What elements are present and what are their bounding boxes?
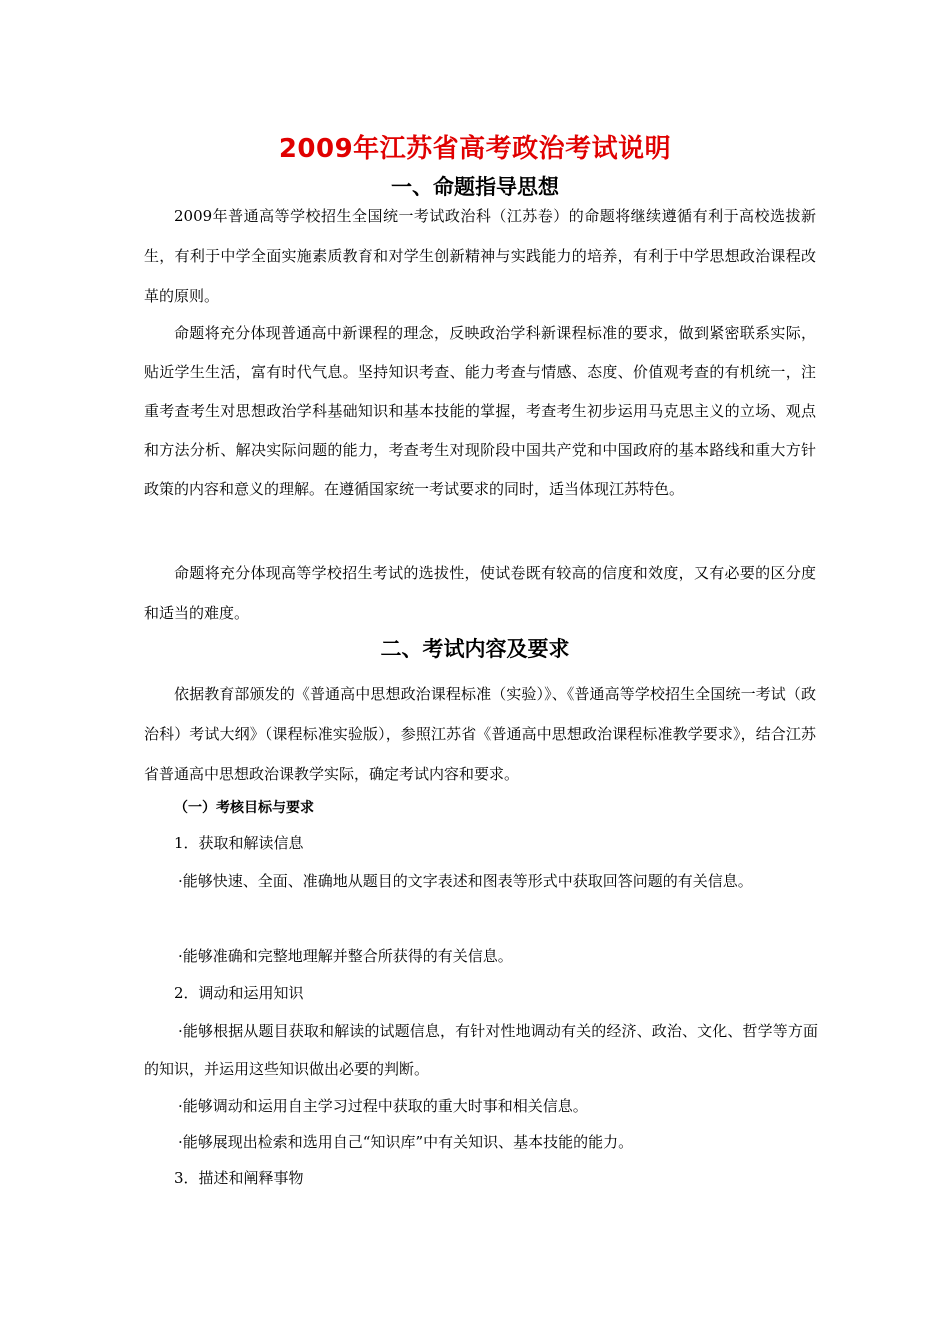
section2-paragraph-1: 依据教育部颁发的《普通高中思想政治课程标准（实验）》、《普通高等学校招生全国统一考试（政治科）考试大纲》（课程标准实验版），参照江苏省《普通高中思想政治课程标准教学要求》，结合江苏省普通高中思想政治课教学实际，确定考试内容和要求。 — [144, 685, 816, 783]
section2-sub-heading: （一）考核目标与要求 — [174, 800, 314, 816]
item2-bullet-2: ·能够调动和运用自主学习过程中获取的重大时事和相关信息。 — [178, 1097, 588, 1115]
item2-bullet-1: ·能够根据从题目获取和解读的试题信息，有针对性地调动有关的经济、政治、文化、哲学等方面的知识，并运用这些知识做出必要的判断。 — [144, 1022, 818, 1078]
item1-bullet-1: ·能够快速、全面、准确地从题目的文字表述和图表等形式中获取回答问题的有关信息。 — [178, 872, 753, 890]
item2-title: 2．调动和运用知识 — [174, 984, 304, 1002]
item2-bullet-3: ·能够展现出检索和选用自己“知识库”中有关知识、基本技能的能力。 — [178, 1133, 634, 1151]
item1-bullet-2: ·能够准确和完整地理解并整合所获得的有关信息。 — [178, 947, 513, 965]
section1-paragraph-2: 命题将充分体现普通高中新课程的理念，反映政治学科新课程标准的要求，做到紧密联系实际，贴近学生生活，富有时代气息。坚持知识考查、能力考查与情感、态度、价值观考查的有机统一，注重考查考生对思想政治学科基础知识和基本技能的掌握，考查考生初步运用马克思主义的立场、观点和方法分析、解决实际问题的能力，考查考生对现阶段中国共产党和中国政府的基本路线和重大方针政策的内容和意义的理解。在遵循国家统一考试要求的同时，适当体现江苏特色。 — [144, 324, 816, 498]
document-title: 2009年江苏省高考政治考试说明 — [278, 134, 672, 164]
section1-paragraph-1: 2009年普通高等学校招生全国统一考试政治科（江苏卷）的命题将继续遵循有利于高校选拔新生，有利于中学全面实施素质教育和对学生创新精神与实践能力的培养，有利于中学思想政治课程改革的原则。 — [144, 207, 816, 305]
item1-title: 1．获取和解读信息 — [174, 834, 304, 852]
section1-heading: 一、命题指导思想 — [391, 175, 559, 199]
section2-heading: 二、考试内容及要求 — [380, 637, 570, 661]
item3-title: 3．描述和阐释事物 — [174, 1169, 304, 1187]
section1-paragraph-3: 命题将充分体现高等学校招生考试的选拔性，使试卷既有较高的信度和效度，又有必要的区分度和适当的难度。 — [144, 564, 816, 622]
